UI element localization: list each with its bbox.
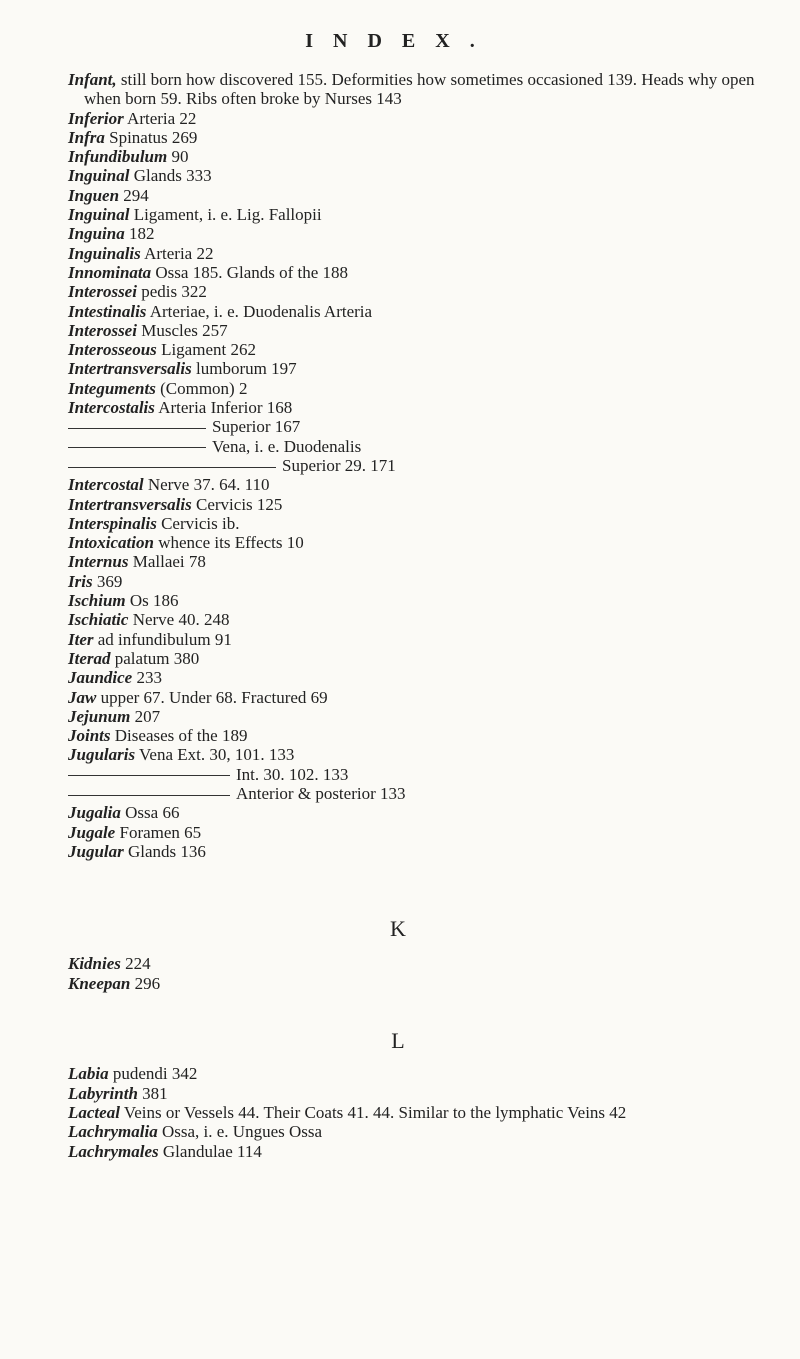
index-entry: [68, 668, 758, 687]
entry-text: upper 67. Under 68. Fractured 69: [96, 687, 328, 707]
index-entry: [68, 1142, 758, 1161]
entry-headword: Iterad: [68, 648, 111, 668]
entry-headword: Jejunum: [68, 706, 131, 726]
entry-text: palatum 380: [110, 648, 200, 668]
ditto-rule: [68, 775, 230, 776]
index-entry: [68, 456, 758, 475]
entry-headword: Ischiatic: [68, 610, 129, 630]
running-head: INDEX.: [305, 30, 495, 52]
entry-text: Vena, i. e. Duodenalis: [212, 436, 362, 456]
index-entry: [68, 417, 758, 436]
index-entry: [68, 186, 758, 205]
entry-text: Glandulae 114: [158, 1141, 262, 1161]
entry-headword: Jugale: [68, 822, 116, 842]
ditto-rule: [68, 447, 206, 448]
entry-headword: Jugularis: [68, 745, 136, 765]
index-entry: [68, 495, 758, 514]
index-entry: [68, 514, 758, 533]
entry-text: Mallaei 78: [128, 552, 206, 572]
entry-text: Glands 136: [123, 841, 206, 861]
section-heading-l: L: [391, 1028, 405, 1054]
entry-text: Anterior & posterior 133: [236, 783, 406, 803]
entry-headword: Lachrymalia: [68, 1122, 158, 1142]
index-entry: [68, 552, 758, 571]
entry-headword: Ischium: [68, 591, 126, 611]
entry-text: Arteriae, i. e. Duodenalis Arteria: [146, 301, 373, 321]
entry-headword: Innominata: [68, 262, 152, 282]
entry-text: Ligament 262: [156, 340, 256, 360]
index-entry: [68, 765, 758, 784]
entry-text: whence its Effects 10: [153, 533, 304, 553]
section-i: [68, 70, 758, 861]
index-entry: [68, 842, 758, 861]
index-entry: [68, 244, 758, 263]
entry-text: Ligament, i. e. Lig. Fallopii: [129, 205, 322, 225]
entry-text: ad infundibulum 91: [93, 629, 232, 649]
entry-headword: Iter: [68, 629, 94, 649]
section-l: [68, 1064, 758, 1160]
index-entry: [68, 745, 758, 764]
entry-headword: Intestinalis: [68, 301, 147, 321]
entry-headword: Iris: [68, 571, 93, 591]
entry-headword: Interspinalis: [68, 513, 157, 533]
entry-headword: Labyrinth: [68, 1083, 138, 1103]
section-k: [68, 954, 758, 993]
entry-headword: Inferior: [68, 108, 124, 128]
index-entry: [68, 533, 758, 552]
index-entry: [68, 359, 758, 378]
entry-headword: Jaw: [68, 687, 97, 707]
entry-text: 90: [167, 147, 189, 167]
entry-text: 224: [120, 954, 151, 974]
entry-text: Foramen 65: [115, 822, 202, 842]
index-entry: [68, 166, 758, 185]
index-entry: [68, 398, 758, 417]
index-entry: [68, 70, 758, 109]
entry-text: pudendi 342: [108, 1064, 198, 1084]
entry-headword: Internus: [68, 552, 129, 572]
entry-headword: Intertransversalis: [68, 359, 192, 379]
index-entry: [68, 1122, 758, 1141]
index-entry: [68, 823, 758, 842]
entry-headword: Infra: [68, 127, 105, 147]
index-entry: [68, 340, 758, 359]
index-entry: [68, 610, 758, 629]
index-entry: [68, 1064, 758, 1083]
index-entry: [68, 649, 758, 668]
index-entry: [68, 282, 758, 301]
index-entry: [68, 128, 758, 147]
entry-headword: Lachrymales: [68, 1141, 159, 1161]
entry-text: 381: [137, 1083, 168, 1103]
entry-text: 294: [119, 185, 149, 205]
section-heading-k: K: [390, 916, 406, 942]
entry-headword: Intercostalis: [68, 398, 155, 418]
entry-text: Arteria 22: [123, 108, 197, 128]
ditto-rule: [68, 467, 276, 468]
index-entry: [68, 803, 758, 822]
index-entry: [68, 688, 758, 707]
entry-headword: Intercostal: [68, 475, 144, 495]
entry-headword: Interossei: [68, 320, 137, 340]
entry-headword: Jugalia: [68, 803, 121, 823]
entry-text: Cervicis ib.: [156, 513, 240, 533]
index-entry: [68, 379, 758, 398]
entry-headword: Labia: [68, 1064, 109, 1084]
entry-text: 296: [130, 973, 161, 993]
entry-headword: Infant,: [68, 70, 117, 89]
entry-headword: Intoxication: [68, 533, 154, 553]
index-entry: [68, 784, 758, 803]
ditto-rule: [68, 795, 230, 796]
entry-text: Glands 333: [129, 166, 212, 186]
entry-headword: Inguen: [68, 185, 120, 205]
entry-text: 207: [130, 706, 161, 726]
entry-headword: Infundibulum: [68, 147, 168, 167]
entry-headword: Interossei: [68, 282, 137, 302]
entry-headword: Jugular: [68, 841, 124, 861]
entry-text: 233: [132, 668, 162, 688]
index-entry: [68, 591, 758, 610]
entry-text: Diseases of the 189: [110, 726, 248, 746]
index-entry: [68, 302, 758, 321]
ditto-rule: [68, 428, 206, 429]
entry-headword: Inguina: [68, 224, 125, 244]
entry-text: pedis 322: [136, 282, 207, 302]
entry-text: Ossa, i. e. Ungues Ossa: [157, 1122, 323, 1142]
entry-text: Int. 30. 102. 133: [236, 764, 349, 784]
entry-headword: Inguinal: [68, 205, 130, 225]
index-entry: [68, 437, 758, 456]
entry-headword: Inguinal: [68, 166, 130, 186]
entry-text: Nerve 40. 248: [128, 610, 230, 630]
index-entry: [68, 263, 758, 282]
entry-headword: Jaundice: [68, 668, 133, 688]
entry-text: Os 186: [125, 591, 179, 611]
index-entry: [68, 726, 758, 745]
entry-text: Superior 29. 171: [282, 455, 396, 475]
entry-text: 182: [124, 224, 155, 244]
entry-headword: Intertransversalis: [68, 494, 192, 514]
entry-text: Muscles 257: [136, 320, 228, 340]
entry-headword: Lacteal: [68, 1102, 120, 1122]
entry-text: 369: [92, 571, 123, 591]
entry-text: Superior 167: [212, 417, 301, 437]
index-entry: [68, 109, 758, 128]
index-entry: [68, 630, 758, 649]
index-entry: [68, 707, 758, 726]
index-entry: [68, 1084, 758, 1103]
index-entry: [68, 224, 758, 243]
entry-text: Arteria Inferior 168: [154, 398, 293, 418]
index-entry: [68, 147, 758, 166]
index-entry: [68, 974, 758, 993]
entry-text: (Common) 2: [155, 378, 248, 398]
index-entry: [68, 954, 758, 973]
entry-text: Ossa 185. Glands of the 188: [151, 262, 349, 282]
entry-headword: Integuments: [68, 378, 156, 398]
index-entry: [68, 1103, 758, 1122]
entry-headword: Inguinalis: [68, 243, 141, 263]
index-entry: [68, 475, 758, 494]
entry-text: Arteria 22: [140, 243, 214, 263]
entry-text: still born how discovered 155. Deformities how sometimes occasioned 139. Heads why open when born 59. Ribs often broke by Nurses 143: [84, 70, 755, 109]
index-entry: [68, 572, 758, 591]
index-entry: [68, 205, 758, 224]
entry-text: Vena Ext. 30, 101. 133: [135, 745, 295, 765]
entry-text: Cervicis 125: [191, 494, 283, 514]
entry-text: Spinatus 269: [104, 127, 198, 147]
index-entry: [68, 321, 758, 340]
entry-text: Veins or Vessels 44. Their Coats 41. 44. Similar to the lymphatic Veins 42: [119, 1102, 627, 1122]
entry-text: lumborum 197: [191, 359, 297, 379]
entry-text: Ossa 66: [120, 803, 180, 823]
entry-headword: Kneepan: [68, 973, 131, 993]
entry-headword: Kidnies: [68, 954, 121, 974]
entry-headword: Interosseous: [68, 340, 157, 360]
entry-text: Nerve 37. 64. 110: [143, 475, 270, 495]
index-entries: [68, 70, 758, 1161]
entry-headword: Joints: [68, 726, 111, 746]
